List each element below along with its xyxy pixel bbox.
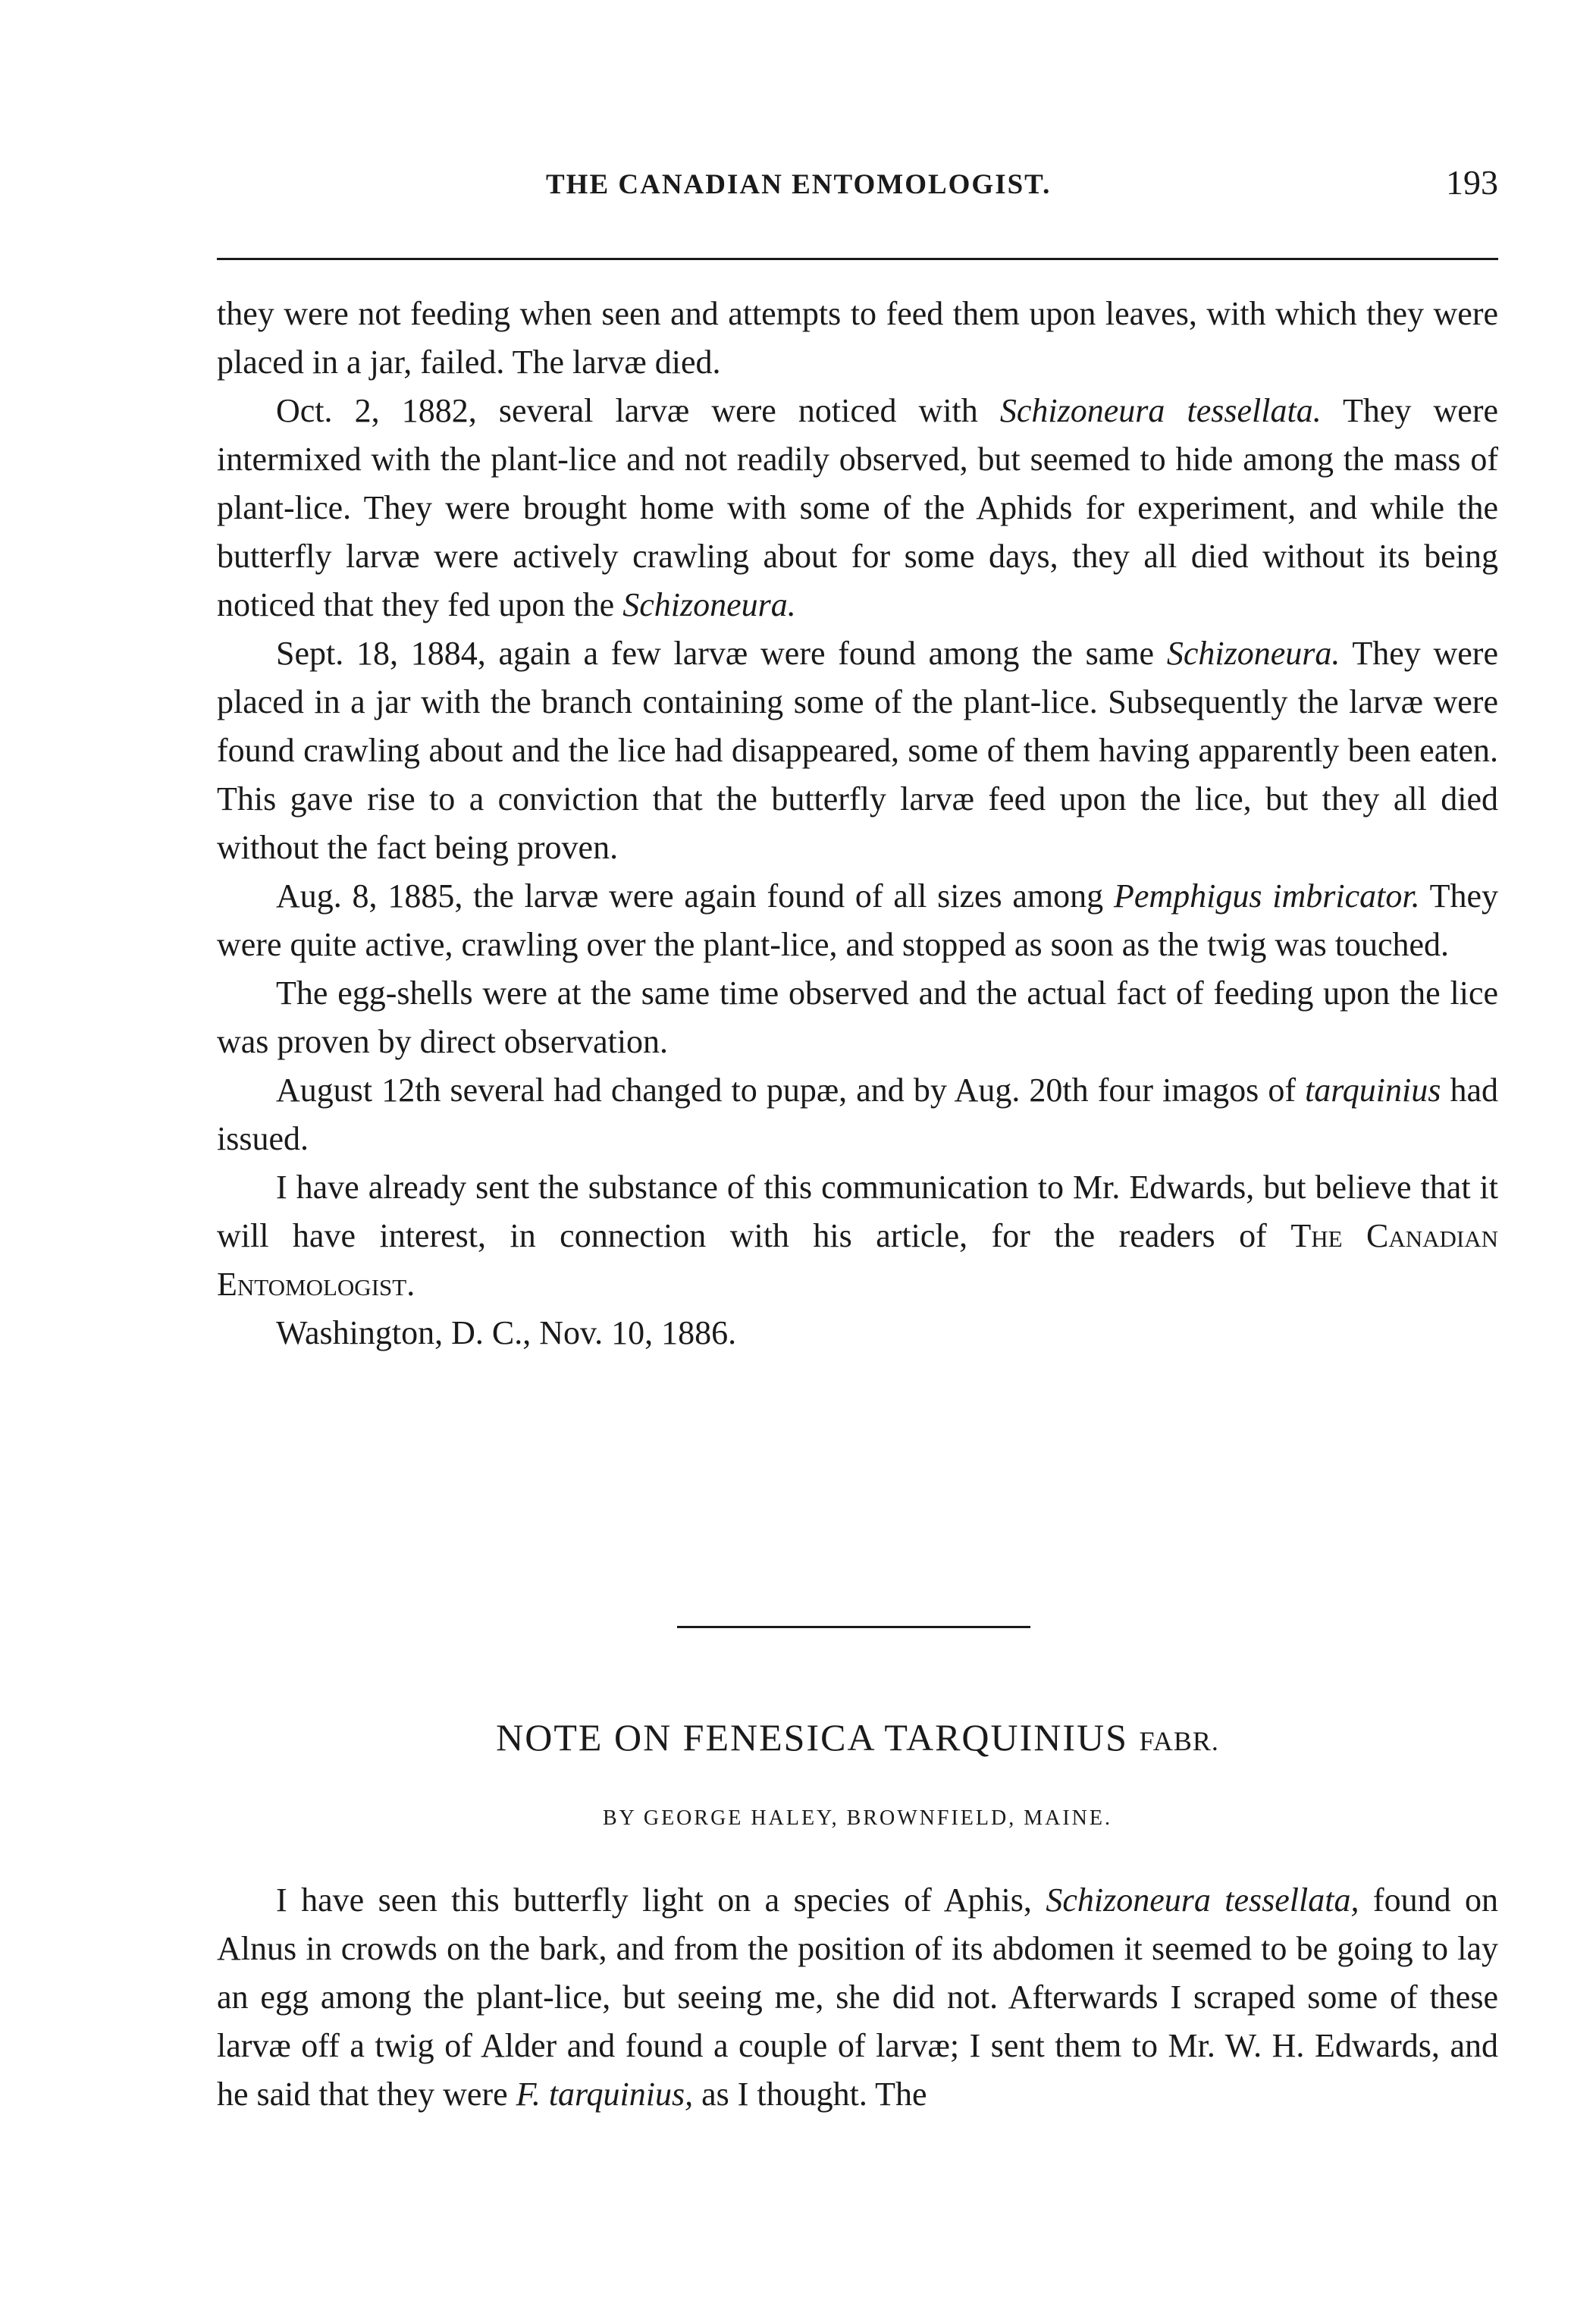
article-title-author-abbr: FABR. [1139, 1726, 1219, 1756]
paragraph-text: found on Alnus in crowds on the bark, and from the position of its abdomen it seemed to be going to lay an egg among the plant-lice, but seeing me, she did not. Afterwards I scraped some of these larvæ off a twig of Alder and found a couple of larvæ; I sent them to Mr. W. H. Edwards, and he said that they were [217, 1881, 1498, 2113]
species-name: tarquinius [1305, 1072, 1441, 1109]
paragraph-sept-1884 [217, 629, 1498, 872]
paragraph-aug-1885 [217, 872, 1498, 969]
continued-article-text [217, 290, 1498, 1357]
running-header [217, 165, 1498, 211]
paragraph-text: August 12th several had changed to pupæ, and by Aug. 20th four imagos of [276, 1072, 1306, 1109]
signoff-place-date: Washington, D. C., Nov. 10, 1886. [276, 1314, 737, 1351]
paragraph-already-sent [217, 1163, 1498, 1309]
species-name: Schizoneura tessellata. [999, 392, 1322, 429]
species-name: Schizoneura tessellata, [1046, 1881, 1359, 1919]
species-name: F. tarquinius, [516, 2076, 694, 2113]
article-byline: BY GEORGE HALEY, BROWNFIELD, MAINE. [603, 1806, 1112, 1830]
species-name: Pemphigus imbricator. [1113, 877, 1420, 915]
paragraph-text: they were not feeding when seen and attempts to feed them upon leaves, with which they were placed in a jar, failed. The larvæ died. [217, 295, 1498, 381]
paragraph-text: They were intermixed with the plant-lice and not readily observed, but seemed to hide among the mass of plant-lice. They were brought home with some of the Aphids for experiment, and while the butterfly larvæ were actively crawling about for some days, they all died without its being noticed that they fed upon the [217, 392, 1499, 623]
paragraph-august-12th [217, 1066, 1498, 1163]
paragraph-egg-shells [217, 969, 1498, 1066]
article-title [217, 1715, 1498, 1759]
article-body [217, 1876, 1498, 2119]
section-separator [677, 1626, 1030, 1628]
paragraph-text: I have already sent the substance of this communication to Mr. Edwards, but believe that it will have interest, in connection with his article, for the readers of [217, 1169, 1498, 1254]
paragraph-continuation [217, 290, 1498, 387]
paragraph-text: They were placed in a jar with the branch containing some of the plant-lice. Subsequently the larvæ were found crawling about and the lice had disappeared, some of them having apparently been eaten. This gave rise to a conviction that the butterfly larvæ feed upon the lice, but they all died without the fact being proven. [217, 635, 1498, 866]
paragraph-oct-1882 [217, 387, 1498, 629]
paragraph-text: Oct. 2, 1882, several larvæ were noticed with [276, 392, 1000, 429]
article-title-main: NOTE ON FENESICA TARQUINIUS [496, 1716, 1140, 1759]
paragraph-text: had issued. [217, 1072, 1498, 1157]
journal-name: The Canadian Entomologist. [217, 1217, 1498, 1303]
paragraph-text: Aug. 8, 1885, the larvæ were again found of all sizes among [276, 877, 1114, 915]
article-paragraph-1 [217, 1876, 1498, 2119]
paragraph-text: The egg-shells were at the same time observed and the actual fact of feeding upon the lice was proven by direct observation. [217, 974, 1498, 1060]
paragraph-text: They were quite active, crawling over the plant-lice, and stopped as soon as the twig was touched. [217, 877, 1498, 963]
paragraph-text: as I thought. The [693, 2076, 927, 2113]
species-name: Schizoneura. [1166, 635, 1340, 672]
paragraph-text: I have seen this butterfly light on a species of Aphis, [276, 1881, 1046, 1919]
species-name: Schizoneura. [622, 586, 796, 623]
running-title: THE CANADIAN ENTOMOLOGIST. [546, 169, 1052, 200]
paragraph-text: Sept. 18, 1884, again a few larvæ were found among the same [276, 635, 1167, 672]
page-number: 193 [1446, 163, 1498, 202]
header-rule [217, 258, 1498, 260]
